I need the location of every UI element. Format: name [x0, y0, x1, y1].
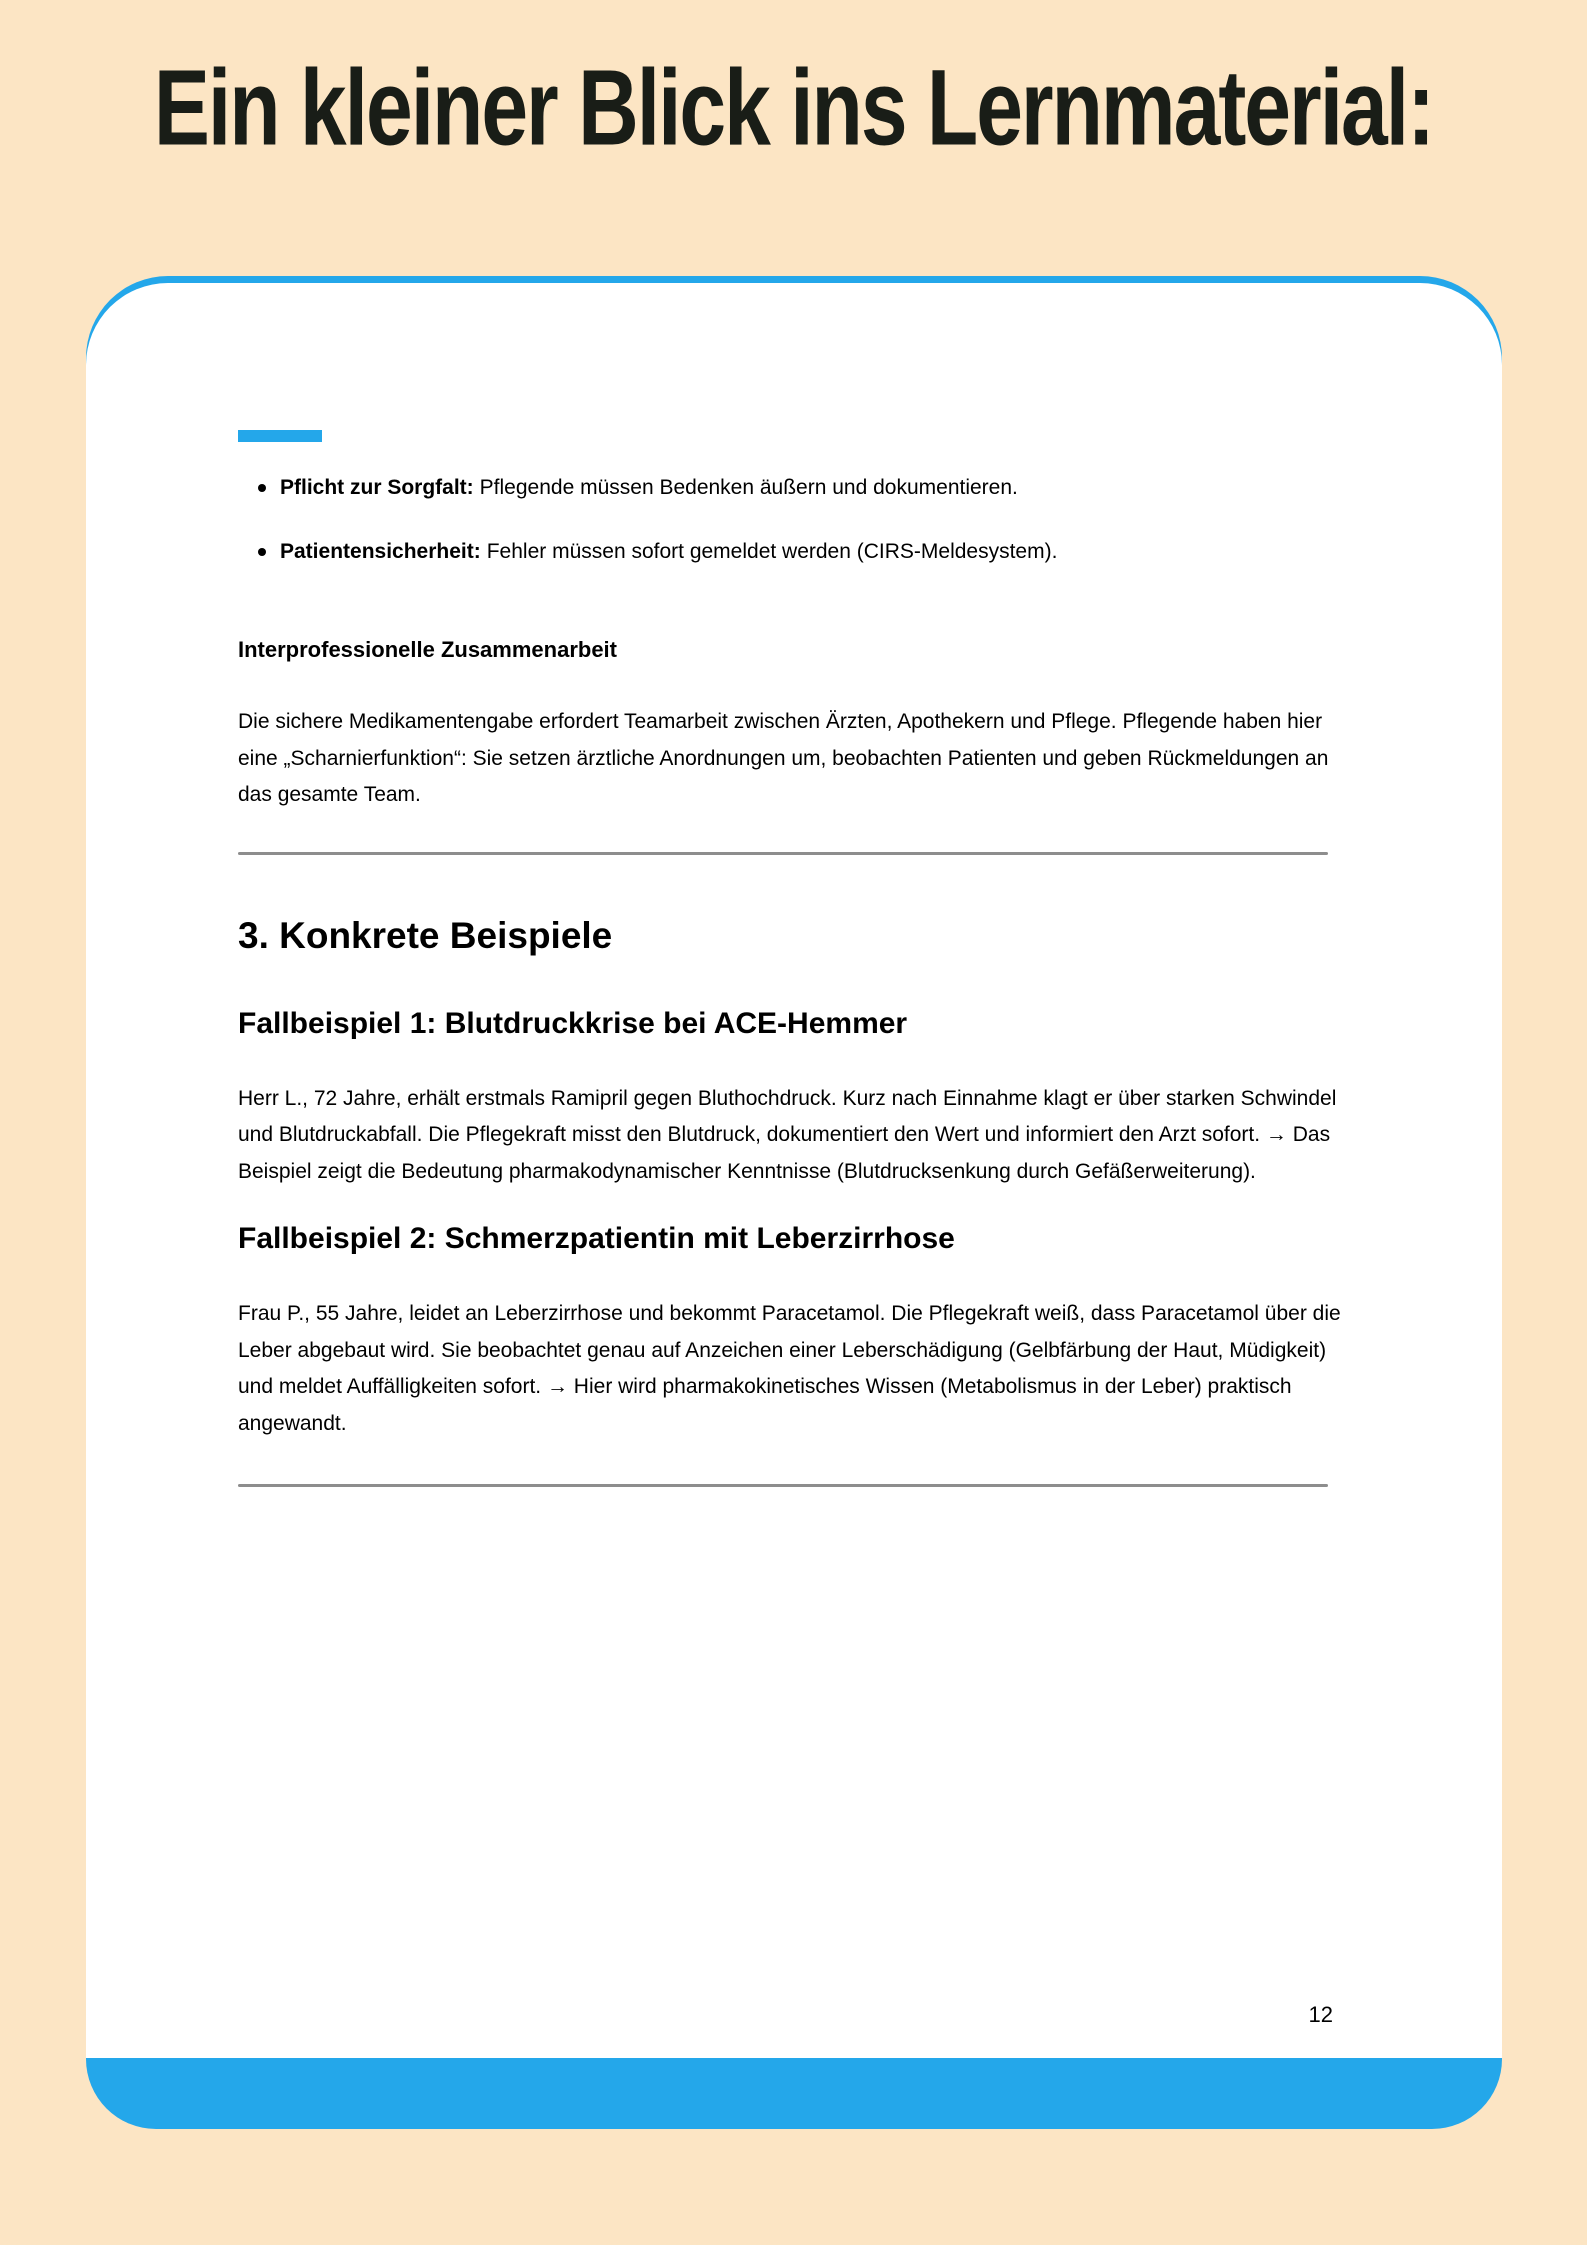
section-divider: [238, 852, 1328, 855]
examples-heading: 3. Konkrete Beispiele: [238, 914, 613, 956]
bullet-text: [280, 470, 1018, 506]
page-number: 12: [1308, 2002, 1333, 2027]
bullet-rest: Pflegende müssen Bedenken äußern und dokumentieren.: [479, 476, 1018, 499]
bullet-rest: Fehler müssen sofort gemeldet werden (CIRS-Meldesystem).: [486, 540, 1058, 563]
collaboration-paragraph: Die sichere Medikamentengabe erfordert Teamarbeit zwischen Ärzten, Apothekern und Pflege. Pflegende haben hier eine „Scharnierfunktion“: Sie setzen ärztliche Anordnungen um, beobachten Patienten und geben Rückmeldungen an das gesamte Team.: [238, 710, 1329, 806]
bullet-list: [238, 470, 1345, 570]
case1-heading: Fallbeispiel 1: Blutdruckkrise bei ACE-Hemmer: [238, 1006, 908, 1040]
page-title-wrap: [0, 46, 1587, 168]
collaboration-heading: Interprofessionelle Zusammenarbeit: [238, 637, 617, 662]
bullet-lead: Pflicht zur Sorgfalt:: [280, 476, 474, 499]
page-title: Ein kleiner Blick ins Lernmaterial:: [153, 47, 1434, 168]
blue-accent-bar: [238, 430, 322, 442]
case2-paragraph: Frau P., 55 Jahre, leidet an Leberzirrhose und bekommt Paracetamol. Die Pflegekraft weiß, dass Paracetamol über die Leber abgebaut wird. Sie beobachtet genau auf Anzeichen einer Leberschädigung (Gelbfärbung der Haut, Müdigkeit) und meldet Auffälligkeiten sofort. → Hier wird pharmakokinetisches Wissen (Metabolismus in der Leber) praktisch angewandt.: [238, 1302, 1341, 1435]
case1-paragraph: Herr L., 72 Jahre, erhält erstmals Ramipril gegen Bluthochdruck. Kurz nach Einnahme klagt er über starken Schwindel und Blutdruckabfall. Die Pflegekraft misst den Blutdruck, dokumentiert den Wert und informiert den Arzt sofort. → Das Beispiel zeigt die Bedeutung pharmakodynamischer Kenntnisse (Blutdrucksenkung durch Gefäßerweiterung).: [238, 1086, 1337, 1183]
list-item: [238, 534, 1345, 570]
case2-heading: Fallbeispiel 2: Schmerzpatientin mit Leberzirrhose: [238, 1222, 955, 1255]
list-item: [238, 470, 1345, 506]
bullet-dot-icon: [258, 548, 266, 556]
bullet-text: [280, 534, 1057, 570]
document-page: [86, 283, 1502, 2058]
bullet-lead: Patientensicherheit:: [280, 540, 481, 563]
section-divider: [238, 1484, 1328, 1487]
bullet-dot-icon: [258, 484, 266, 492]
